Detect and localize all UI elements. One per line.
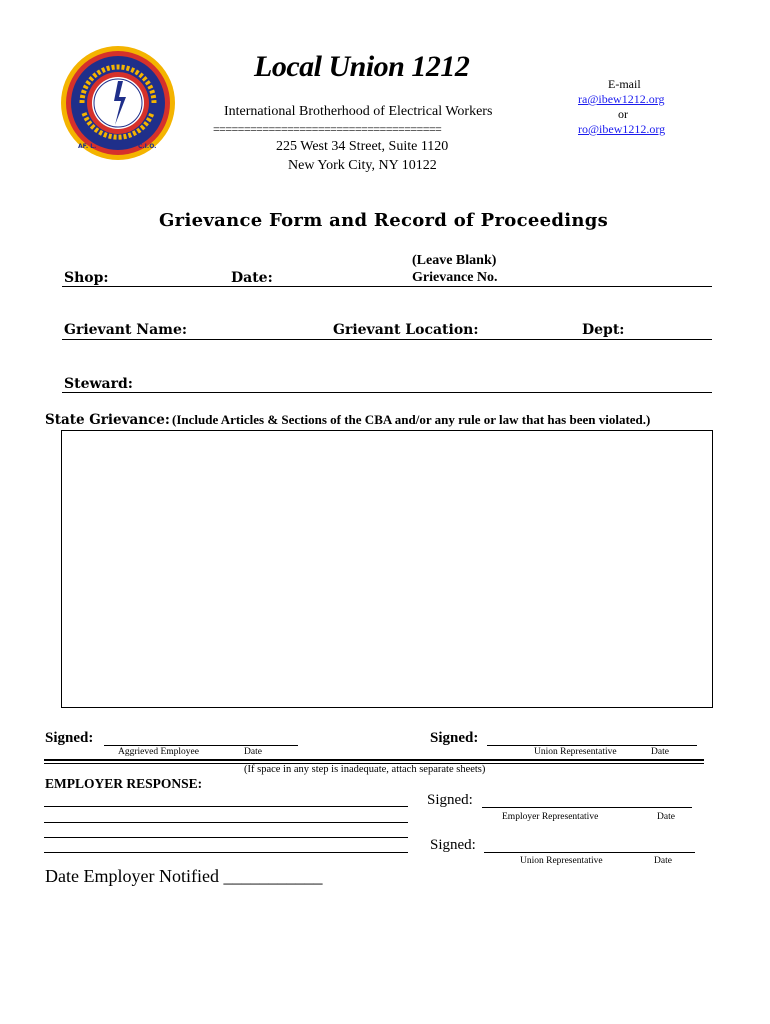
union-rep-signature-line[interactable] [487, 745, 697, 746]
row2-line[interactable] [62, 339, 712, 340]
employer-rep-signature-line[interactable] [482, 807, 692, 808]
response-line-3[interactable] [44, 837, 408, 838]
union-rep-2-caption: Union Representative [520, 856, 603, 866]
state-grievance-label: State Grievance: [45, 412, 170, 428]
aggrieved-employee-caption: Aggrieved Employee [118, 747, 199, 757]
row3-line[interactable] [62, 392, 712, 393]
employer-response-label: EMPLOYER RESPONSE: [45, 776, 203, 791]
steward-label: Steward: [64, 376, 133, 392]
seal-left-text: AF. L. [78, 143, 97, 150]
seal-right-text: C.I.O. [138, 143, 157, 150]
dept-label: Dept: [582, 322, 625, 338]
union-title: Local Union 1212 [254, 50, 470, 83]
signed-label-union-rep: Signed: [430, 730, 479, 746]
union-rep-caption: Union Representative [534, 747, 617, 757]
grievant-location-label: Grievant Location: [333, 322, 479, 338]
grievance-no-label: Grievance No. [412, 270, 498, 285]
union-rep-2-date-caption: Date [654, 856, 672, 866]
union-subtitle: International Brotherhood of Electrical Workers [224, 104, 493, 119]
signed-label-union-rep-2: Signed: [430, 837, 476, 853]
employer-rep-caption: Employer Representative [502, 812, 599, 822]
employee-date-caption: Date [244, 747, 262, 757]
grievant-name-label: Grievant Name: [64, 322, 188, 338]
date-employer-notified[interactable]: Date Employer Notified ___________ [45, 866, 323, 886]
employee-signature-line[interactable] [104, 745, 298, 746]
divider-top [44, 759, 704, 761]
space-note: (If space in any step is inadequate, attach separate sheets) [244, 764, 486, 775]
shop-label: Shop: [64, 270, 109, 286]
response-line-1[interactable] [44, 806, 408, 807]
employer-rep-date-caption: Date [657, 812, 675, 822]
header-divider: ===================================== [213, 122, 442, 136]
response-line-2[interactable] [44, 822, 408, 823]
email-or: or [618, 107, 628, 121]
union-rep-date-caption: Date [651, 747, 669, 757]
signed-label-employer-rep: Signed: [427, 792, 473, 808]
union-rep-2-signature-line[interactable] [484, 852, 695, 853]
date-label: Date: [231, 270, 273, 286]
row1-line[interactable] [62, 286, 712, 287]
email-link-1[interactable]: ra@ibew1212.org [578, 92, 665, 106]
leave-blank-label: (Leave Blank) [412, 253, 497, 268]
address-line-2: New York City, NY 10122 [288, 158, 437, 173]
email-label: E-mail [608, 77, 641, 91]
grievance-text-box[interactable] [61, 430, 713, 708]
state-grievance-note: (Include Articles & Sections of the CBA and/or any rule or law that has been violated.) [172, 412, 651, 427]
email-link-2[interactable]: ro@ibew1212.org [578, 122, 666, 136]
response-line-4[interactable] [44, 852, 408, 853]
union-seal [60, 45, 176, 161]
address-line-1: 225 West 34 Street, Suite 1120 [276, 139, 449, 154]
signed-label-employee: Signed: [45, 730, 94, 746]
form-heading: Grievance Form and Record of Proceedings [159, 210, 609, 231]
